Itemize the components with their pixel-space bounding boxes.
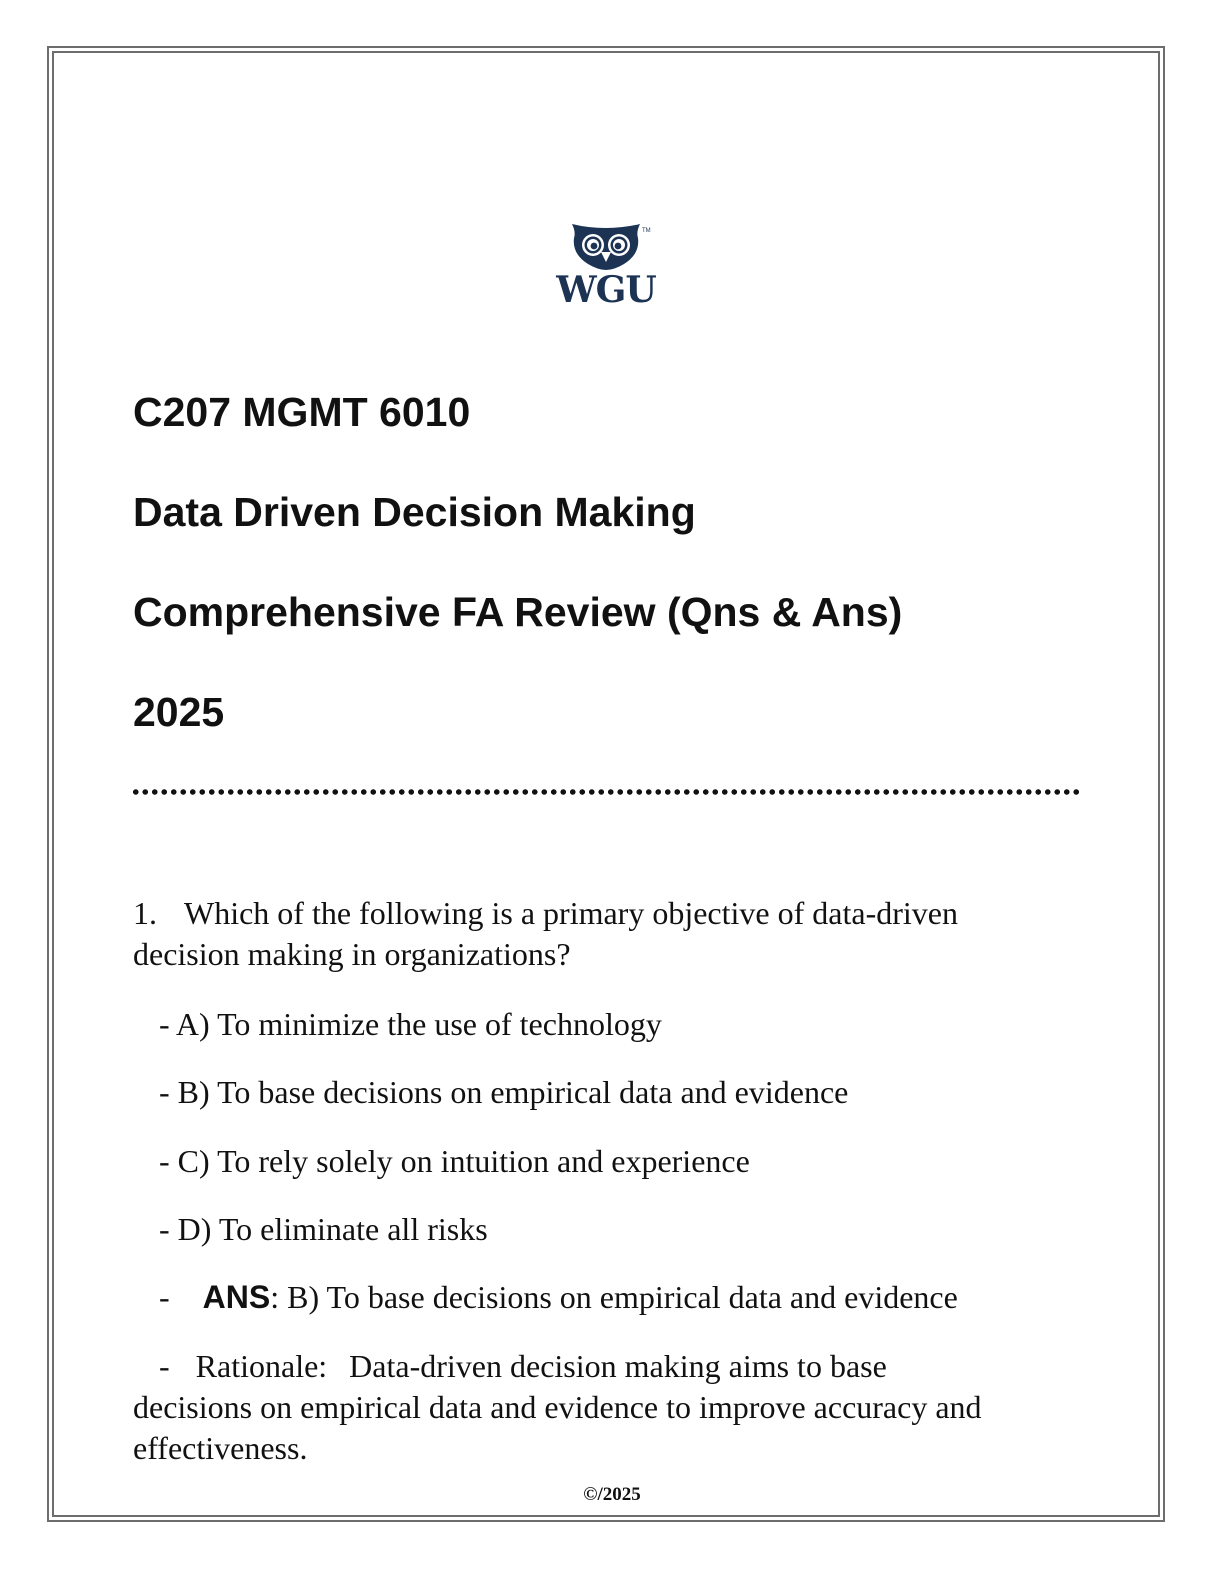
rationale-dash: - (159, 1348, 170, 1384)
option-a: - A) To minimize the use of technology (159, 1006, 662, 1042)
question-text: Which of the following is a primary objective of data-driven (184, 895, 958, 931)
question-line-2: decision making in organizations? (133, 936, 571, 972)
question-number: 1. (133, 895, 157, 931)
wgu-logo (548, 218, 664, 314)
document-year: 2025 (133, 689, 225, 735)
rationale-line-1 (159, 1346, 887, 1387)
rationale-line-2: decisions on empirical data and evidence to improve accuracy and (133, 1389, 982, 1425)
rationale-line-3: effectiveness. (133, 1430, 308, 1466)
answer-dash: - (159, 1279, 170, 1315)
document-subtitle: Comprehensive FA Review (Qns & Ans) (133, 589, 903, 635)
answer-line (159, 1277, 958, 1317)
logo-wordmark: WGU (556, 269, 656, 311)
rationale-text-1: Data-driven decision making aims to base (349, 1348, 887, 1384)
course-code: C207 MGMT 6010 (133, 389, 471, 435)
svg-text:TM: TM (642, 228, 651, 234)
question-line-1 (133, 893, 958, 934)
footer-copyright: ©/2025 (583, 1484, 641, 1505)
option-b: - B) To base decisions on empirical data and evidence (159, 1074, 849, 1110)
dotted-divider (131, 788, 1083, 796)
owl-icon (548, 218, 664, 270)
answer-text: : B) To base decisions on empirical data and evidence (270, 1279, 958, 1315)
answer-label: ANS (202, 1279, 271, 1315)
option-c: - C) To rely solely on intuition and experience (159, 1143, 750, 1179)
option-d: - D) To eliminate all risks (159, 1211, 488, 1247)
course-name: Data Driven Decision Making (133, 489, 696, 535)
rationale-label: Rationale: (195, 1348, 328, 1384)
